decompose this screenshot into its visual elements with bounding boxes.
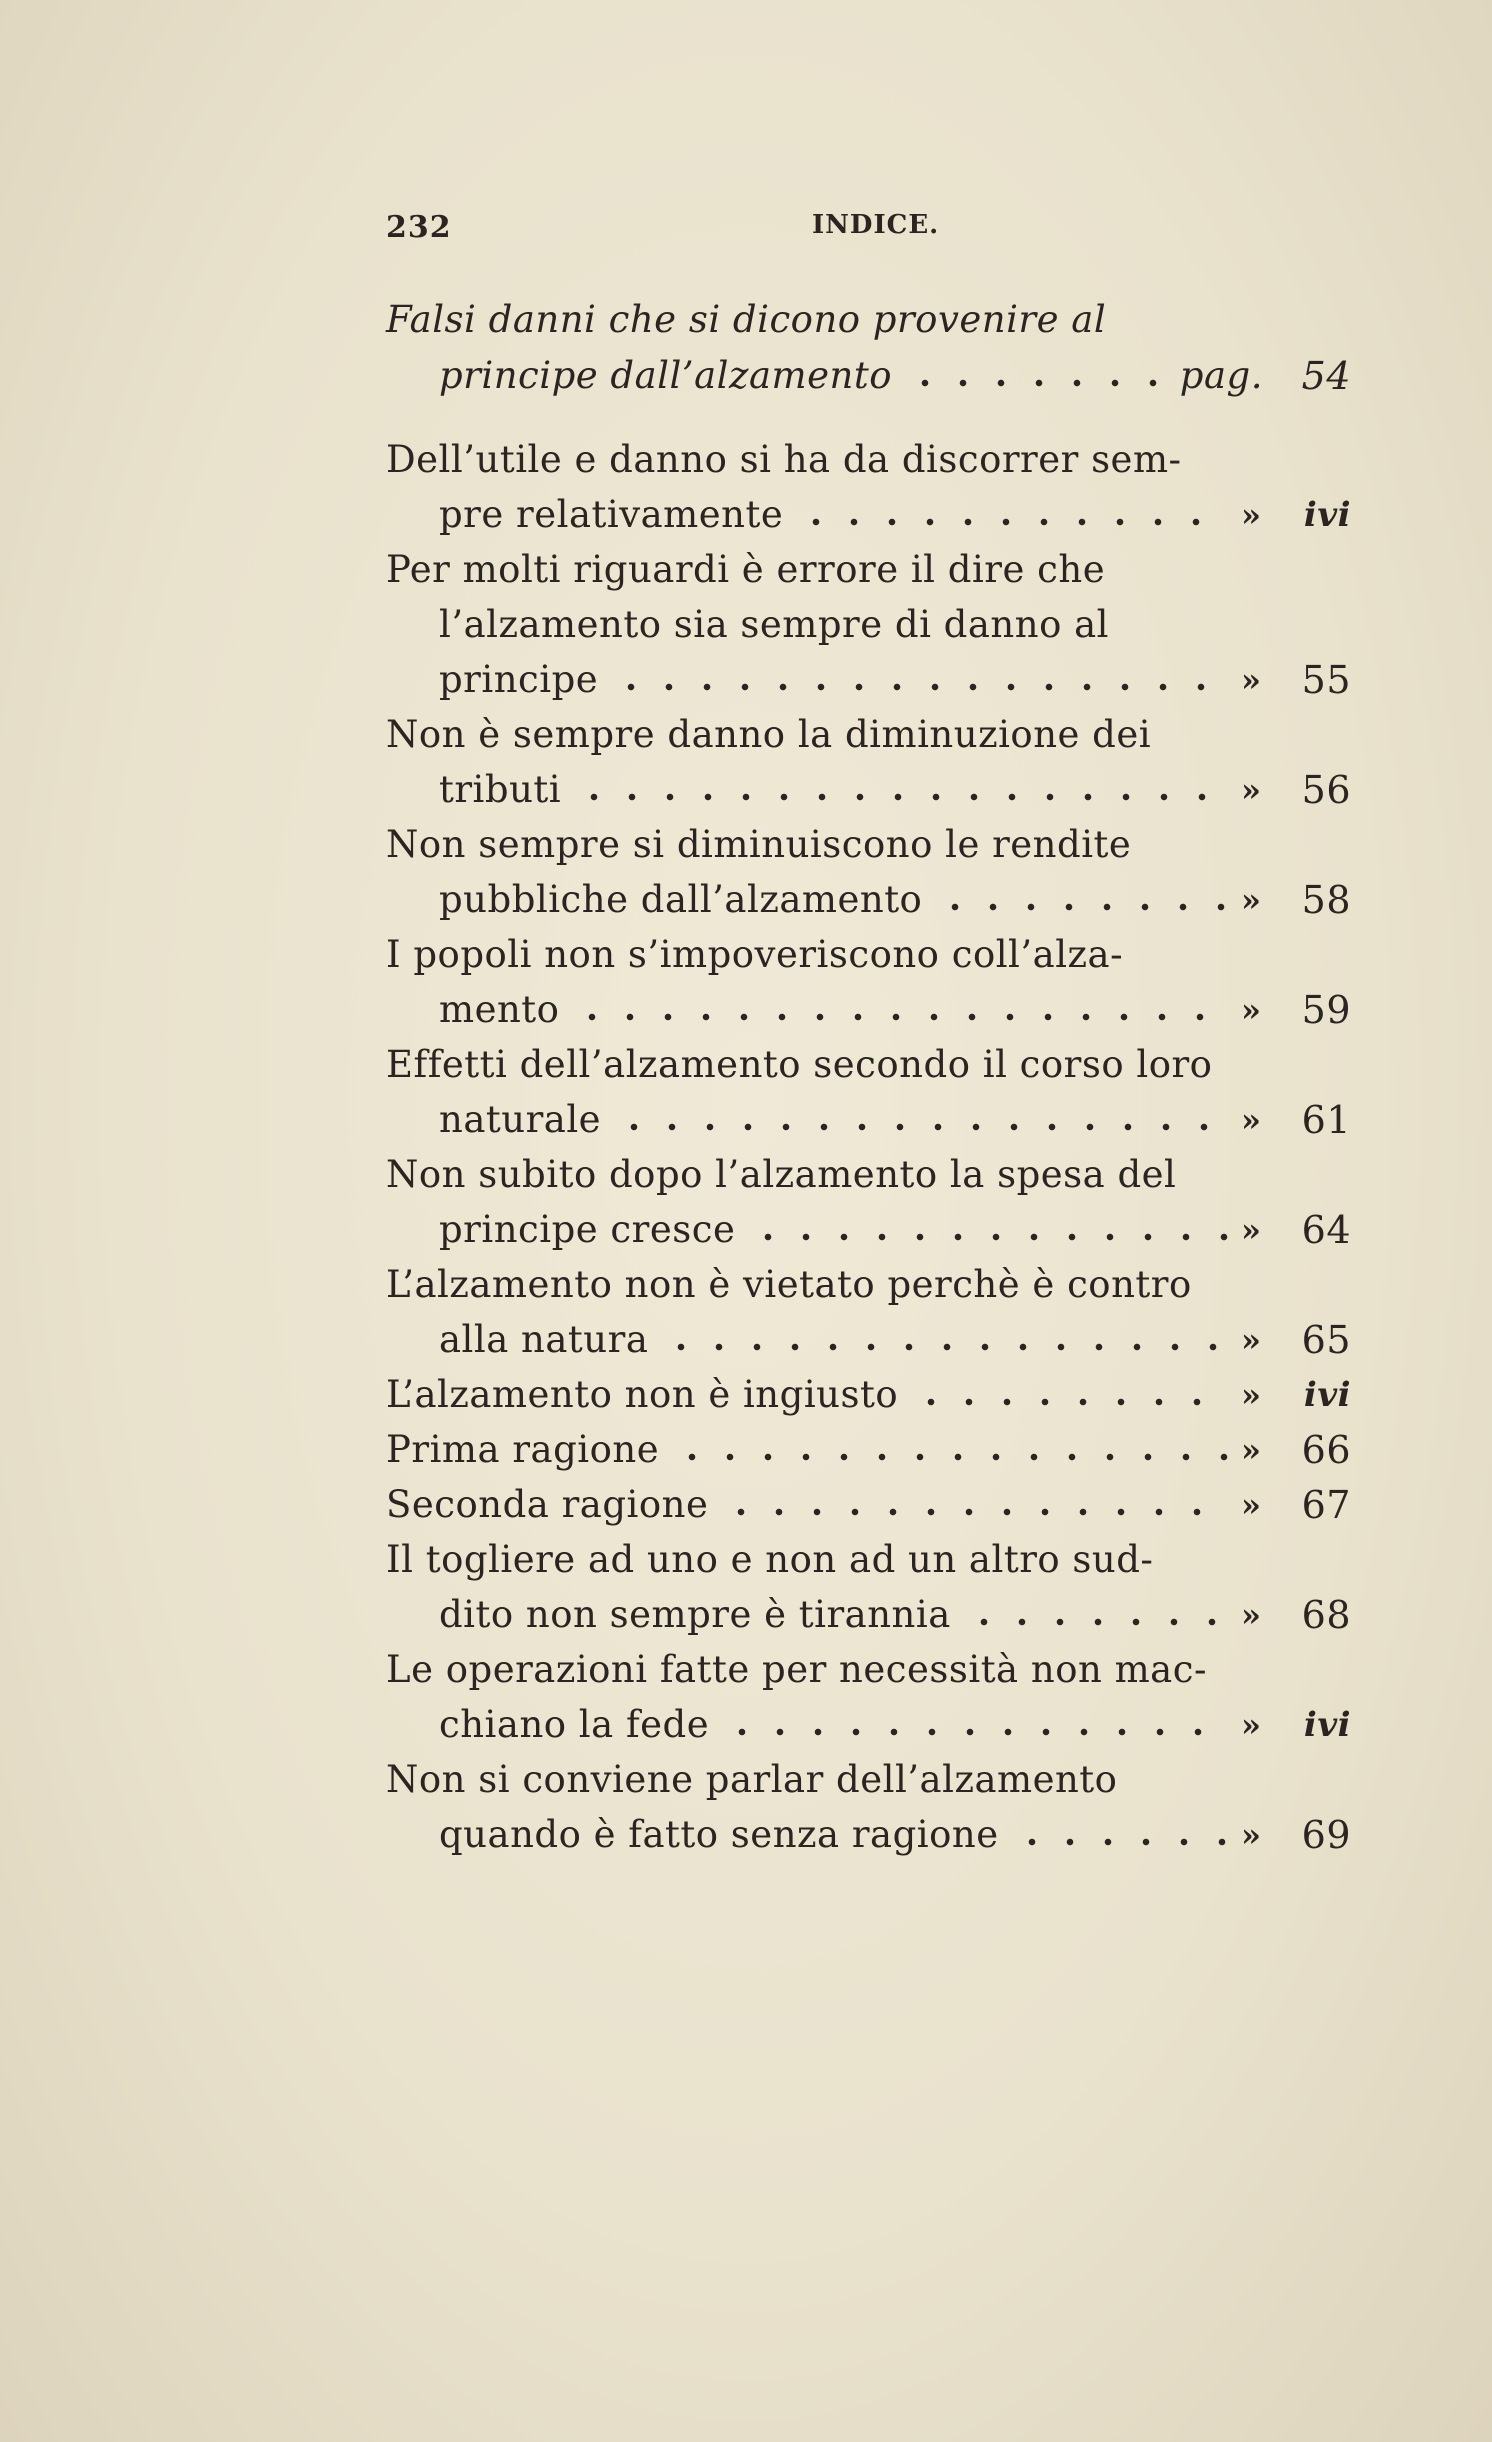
page-number: 232: [386, 210, 452, 245]
page-reference: ivi: [1303, 1704, 1351, 1745]
dot-leader: [662, 1342, 1229, 1352]
page-prefix: pag.: [1179, 354, 1263, 397]
page-reference: 58: [1301, 877, 1351, 922]
entry-text: Non subito dopo l’alzamento la spesa del: [386, 1153, 1177, 1196]
entry-text: principe: [439, 658, 599, 701]
entry-text: Prima ragione: [386, 1428, 660, 1471]
index-entry-line: [439, 348, 1351, 403]
ditto-mark: »: [1241, 1320, 1262, 1359]
ditto-mark: »: [1241, 1430, 1262, 1469]
dot-leader: [912, 1397, 1229, 1407]
ditto-mark: »: [1241, 1485, 1262, 1524]
entry-text: Il togliere ad uno e non ad un altro sud-: [386, 1538, 1154, 1581]
ditto-mark: »: [1241, 1100, 1262, 1139]
entry-text: Effetti dell’alzamento secondo il corso loro: [386, 1043, 1213, 1086]
index-entry-line: [386, 292, 1351, 347]
index-entry-line: [386, 1752, 1351, 1807]
page-reference: 66: [1301, 1427, 1351, 1472]
entry-text: pre relativamente: [439, 493, 784, 536]
entry-text: dito non sempre è tirannia: [439, 1593, 951, 1636]
index-entry-line: [386, 1477, 1351, 1532]
entry-text: Seconda ragione: [386, 1483, 709, 1526]
dot-leader: [612, 682, 1229, 692]
dot-leader: [723, 1727, 1229, 1737]
entry-text: Falsi danni che si dicono provenire al: [386, 298, 1107, 341]
entry-text: chiano la fede: [439, 1703, 710, 1746]
index-entry-line: [386, 1642, 1351, 1697]
page-reference: 59: [1301, 987, 1351, 1032]
index-entry-line: [439, 762, 1351, 817]
index-entry-line: [386, 1257, 1351, 1312]
index-entry-line: [439, 982, 1351, 1037]
ditto-mark: »: [1241, 990, 1262, 1029]
ditto-mark: »: [1241, 1210, 1262, 1249]
dot-leader: [673, 1452, 1229, 1462]
index-entry-line: [386, 1367, 1351, 1422]
index-entry-line: [439, 872, 1351, 927]
page-reference: 61: [1301, 1097, 1351, 1142]
dot-leader: [615, 1122, 1229, 1132]
dot-leader: [749, 1232, 1229, 1242]
page-reference: 64: [1301, 1207, 1351, 1252]
index-entry-line: [439, 1312, 1351, 1367]
dot-leader: [1013, 1837, 1229, 1847]
page-reference: 68: [1301, 1592, 1351, 1637]
entry-text: principe cresce: [439, 1208, 736, 1251]
entry-text: principe dall’alzamento: [439, 354, 893, 397]
ditto-mark: »: [1241, 660, 1262, 699]
ditto-mark: »: [1241, 1815, 1262, 1854]
dot-leader: [936, 902, 1229, 912]
page-reference: 65: [1301, 1317, 1351, 1362]
ditto-mark: »: [1241, 1705, 1262, 1744]
entry-text: Dell’utile e danno si ha da discorrer sem-: [386, 438, 1182, 481]
index-entry-line: [439, 1807, 1351, 1862]
index-entry-line: [386, 542, 1351, 597]
index-entry-line: [386, 1532, 1351, 1587]
entry-text: mento: [439, 988, 560, 1031]
page-reference: 56: [1301, 767, 1351, 812]
entry-text: Le operazioni fatte per necessità non mac-: [386, 1648, 1207, 1691]
ditto-mark: »: [1241, 1375, 1262, 1414]
index-entry-line: [439, 1697, 1351, 1752]
entry-text: L’alzamento non è vietato perchè è contro: [386, 1263, 1192, 1306]
page-reference: ivi: [1303, 494, 1351, 535]
entry-text: alla natura: [439, 1318, 649, 1361]
index-entry-line: [386, 432, 1351, 487]
page-reference: 67: [1301, 1482, 1351, 1527]
index-entry-line: [439, 1092, 1351, 1147]
index-entry-line: [439, 1587, 1351, 1642]
entry-text: l’alzamento sia sempre di danno al: [439, 603, 1110, 646]
entry-text: Per molti riguardi è errore il dire che: [386, 548, 1106, 591]
index-entry-line: [439, 487, 1351, 542]
index-entry-line: [386, 1147, 1351, 1202]
index-entry-line: [386, 1037, 1351, 1092]
dot-leader: [575, 792, 1229, 802]
ditto-mark: »: [1241, 1595, 1262, 1634]
dot-leader: [965, 1617, 1229, 1627]
dot-leader: [797, 517, 1229, 527]
index-entry-line: [386, 707, 1351, 762]
ditto-mark: »: [1241, 770, 1262, 809]
index-entry-line: [439, 1202, 1351, 1257]
index-entry-line: [439, 652, 1351, 707]
page-reference: 69: [1301, 1812, 1351, 1857]
entry-text: Non è sempre danno la diminuzione dei: [386, 713, 1152, 756]
entry-text: naturale: [439, 1098, 602, 1141]
running-title: INDICE.: [812, 210, 940, 240]
dot-leader: [573, 1012, 1229, 1022]
entry-text: Non si conviene parlar dell’alzamento: [386, 1758, 1118, 1801]
ditto-mark: »: [1241, 495, 1262, 534]
entry-text: I popoli non s’impoveriscono coll’alza-: [386, 933, 1124, 976]
page-reference: 55: [1301, 657, 1351, 702]
index-entry-line: [386, 817, 1351, 872]
page-reference: 54: [1301, 353, 1351, 398]
index-entry-line: [439, 597, 1351, 652]
entry-text: tributi: [439, 768, 562, 811]
entry-text: pubbliche dall’alzamento: [439, 878, 923, 921]
index-entry-line: [386, 1422, 1351, 1477]
page-reference: ivi: [1303, 1374, 1351, 1415]
entry-text: L’alzamento non è ingiusto: [386, 1373, 899, 1416]
entry-text: quando è fatto senza ragione: [439, 1813, 999, 1856]
ditto-mark: »: [1241, 880, 1262, 919]
index-entry-line: [386, 927, 1351, 982]
dot-leader: [906, 378, 1168, 388]
entry-text: Non sempre si diminuiscono le rendite: [386, 823, 1132, 866]
dot-leader: [722, 1507, 1229, 1517]
